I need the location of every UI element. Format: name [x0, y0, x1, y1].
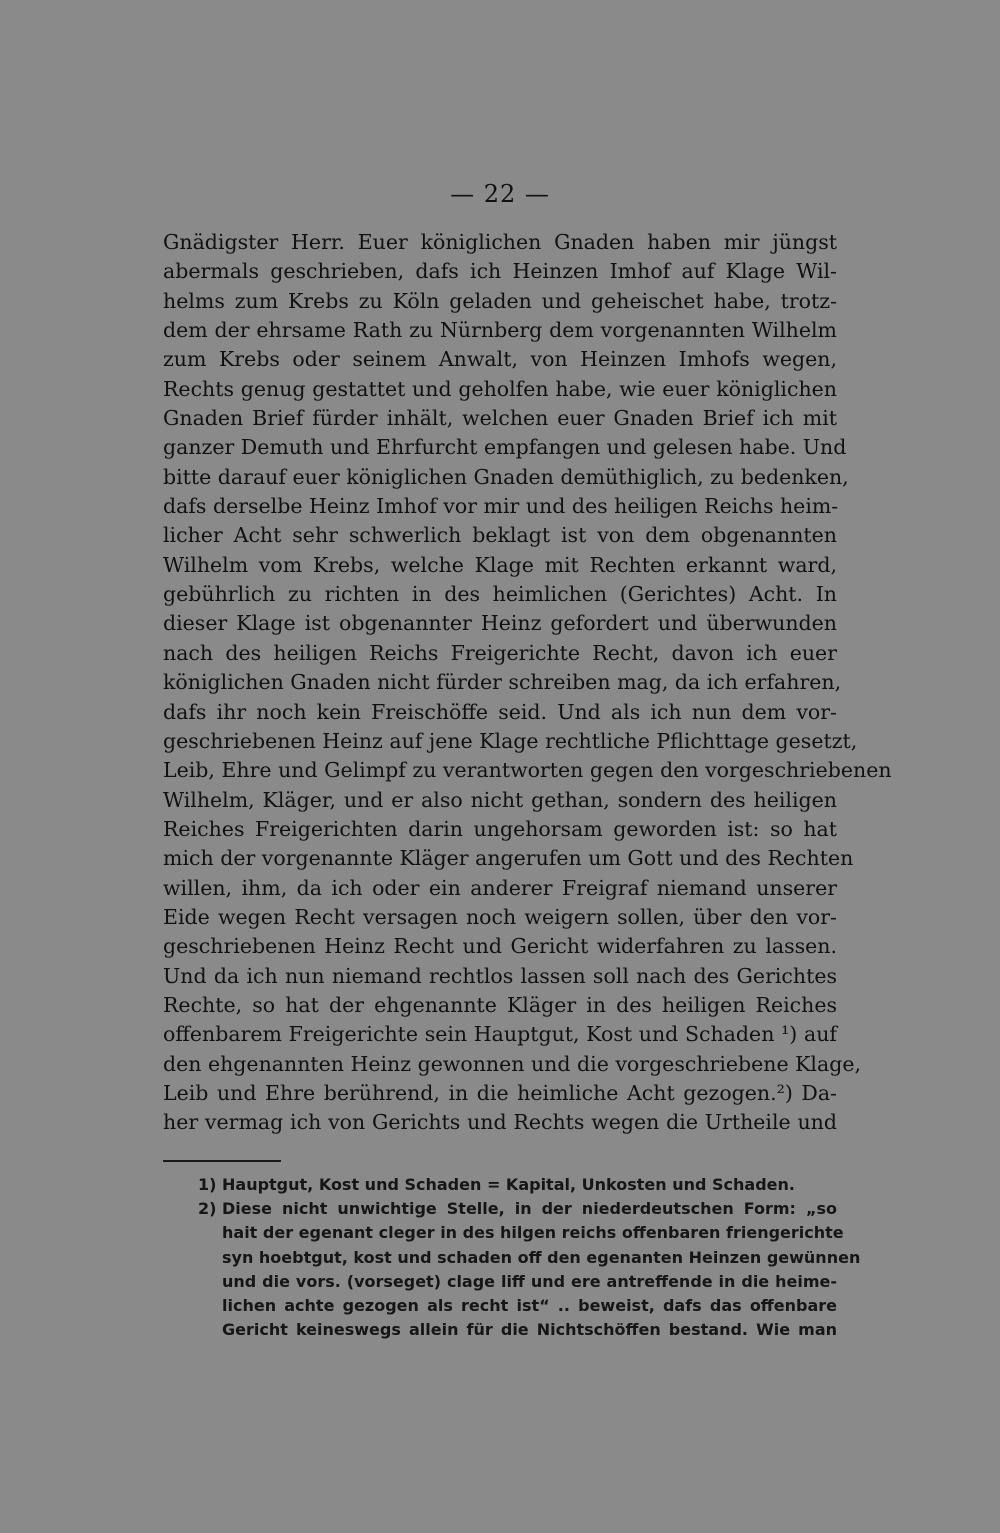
body-line: Und da ich nun niemand rechtlos lassen soll nach des Gerichtes: [163, 963, 837, 988]
body-line: gebührlich zu richten in des heimlichen (Gerichtes) Acht. In: [163, 582, 837, 607]
body-line: königlichen Gnaden nicht fürder schreiben mag, da ich erfahren,: [163, 670, 842, 695]
body-line: her vermag ich von Gerichts und Rechts wegen die Urtheile und: [163, 1110, 837, 1135]
footnote-text: hait der egenant cleger in des hilgen reichs offenbaren friengerichte: [222, 1223, 844, 1243]
footnote-2: [198, 1197, 837, 1221]
footnote-text: Gericht keineswegs allein für die Nichtschöffen bestand. Wie man: [222, 1320, 837, 1340]
footnote-text: lichen achte gezogen als recht ist“ .. beweist, dafs das offenbare: [222, 1296, 837, 1316]
body-line: bitte darauf euer königlichen Gnaden demüthiglich, zu bedenken,: [163, 464, 849, 489]
footnotes: [198, 1173, 861, 1342]
body-line: mich der vorgenannte Kläger angerufen um Gott und des Rechten: [163, 846, 854, 871]
footnote-divider: [163, 1160, 281, 1162]
footnote-text: Hauptgut, Kost und Schaden = Kapital, Unkosten und Schaden.: [222, 1175, 795, 1194]
body-line: helms zum Krebs zu Köln geladen und geheischet habe, trotz-: [163, 288, 837, 313]
body-line: geschriebenen Heinz Recht und Gericht widerfahren zu lassen.: [163, 934, 837, 959]
body-line: willen, ihm, da ich oder ein anderer Freigraf niemand unserer: [163, 875, 837, 900]
footnote-1: [198, 1173, 837, 1197]
body-line: Rechts genug gestattet und geholfen habe, wie euer königlichen: [163, 376, 837, 401]
footnote-text: und die vors. (vorseget) clage liff und ere antreffende in die heime-: [222, 1271, 837, 1291]
page-number: — 22 —: [450, 180, 550, 208]
body-line: dem der ehrsame Rath zu Nürnberg dem vorgenannten Wilhelm: [163, 318, 837, 343]
body-line: Leib, Ehre und Gelimpf zu verantworten gegen den vorgeschriebenen: [163, 758, 892, 783]
body-line: nach des heiligen Reichs Freigerichte Recht, davon ich euer: [163, 640, 837, 665]
footnote-marker: 1): [198, 1175, 217, 1194]
body-line: Rechte, so hat der ehgenannte Kläger in des heiligen Reiches: [163, 992, 837, 1017]
body-line: ganzer Demuth und Ehrfurcht empfangen und gelesen habe. Und: [163, 435, 847, 460]
body-line: licher Acht sehr schwerlich beklagt ist von dem obgenannten: [163, 523, 837, 548]
body-line: den ehgenannten Heinz gewonnen und die vorgeschriebene Klage,: [163, 1051, 861, 1076]
body-line: Wilhelm, Kläger, und er also nicht gethan, sondern des heiligen: [163, 787, 837, 812]
body-line: Eide wegen Recht versagen noch weigern sollen, über den vor-: [163, 904, 837, 929]
body-line: Leib und Ehre berührend, in die heimliche Acht gezogen.²) Da-: [163, 1080, 837, 1105]
body-line: abermals geschrieben, dafs ich Heinzen Imhof auf Klage Wil-: [163, 259, 837, 284]
body-line: dafs derselbe Heinz Imhof vor mir und des heiligen Reichs heim-: [163, 494, 839, 519]
body-line: zum Krebs oder seinem Anwalt, von Heinzen Imhofs wegen,: [163, 347, 837, 372]
body-line: Gnädigster Herr. Euer königlichen Gnaden haben mir jüngst: [163, 230, 837, 254]
body-line: geschriebenen Heinz auf jene Klage rechtliche Pflichttage gesetzt,: [163, 728, 858, 753]
body-text: [163, 228, 892, 1138]
body-line: dafs ihr noch kein Freischöffe seid. Und als ich nun dem vor-: [163, 699, 837, 724]
body-line: Wilhelm vom Krebs, welche Klage mit Rechten erkannt ward,: [163, 552, 837, 577]
body-line: Reiches Freigerichten darin ungehorsam geworden ist: so hat: [163, 816, 837, 841]
body-line: Gnaden Brief fürder inhält, welchen euer Gnaden Brief ich mit: [163, 406, 837, 431]
footnote-text: syn hoebtgut, kost und schaden off den egenanten Heinzen gewünnen: [222, 1247, 861, 1267]
footnote-marker: 2): [198, 1199, 217, 1219]
footnote-text: Diese nicht unwichtige Stelle, in der niederdeutschen Form: „so: [222, 1199, 837, 1219]
body-line: offenbarem Freigerichte sein Hauptgut, Kost und Schaden ¹) auf: [163, 1022, 837, 1047]
body-line: dieser Klage ist obgenannter Heinz gefordert und überwunden: [163, 611, 837, 636]
